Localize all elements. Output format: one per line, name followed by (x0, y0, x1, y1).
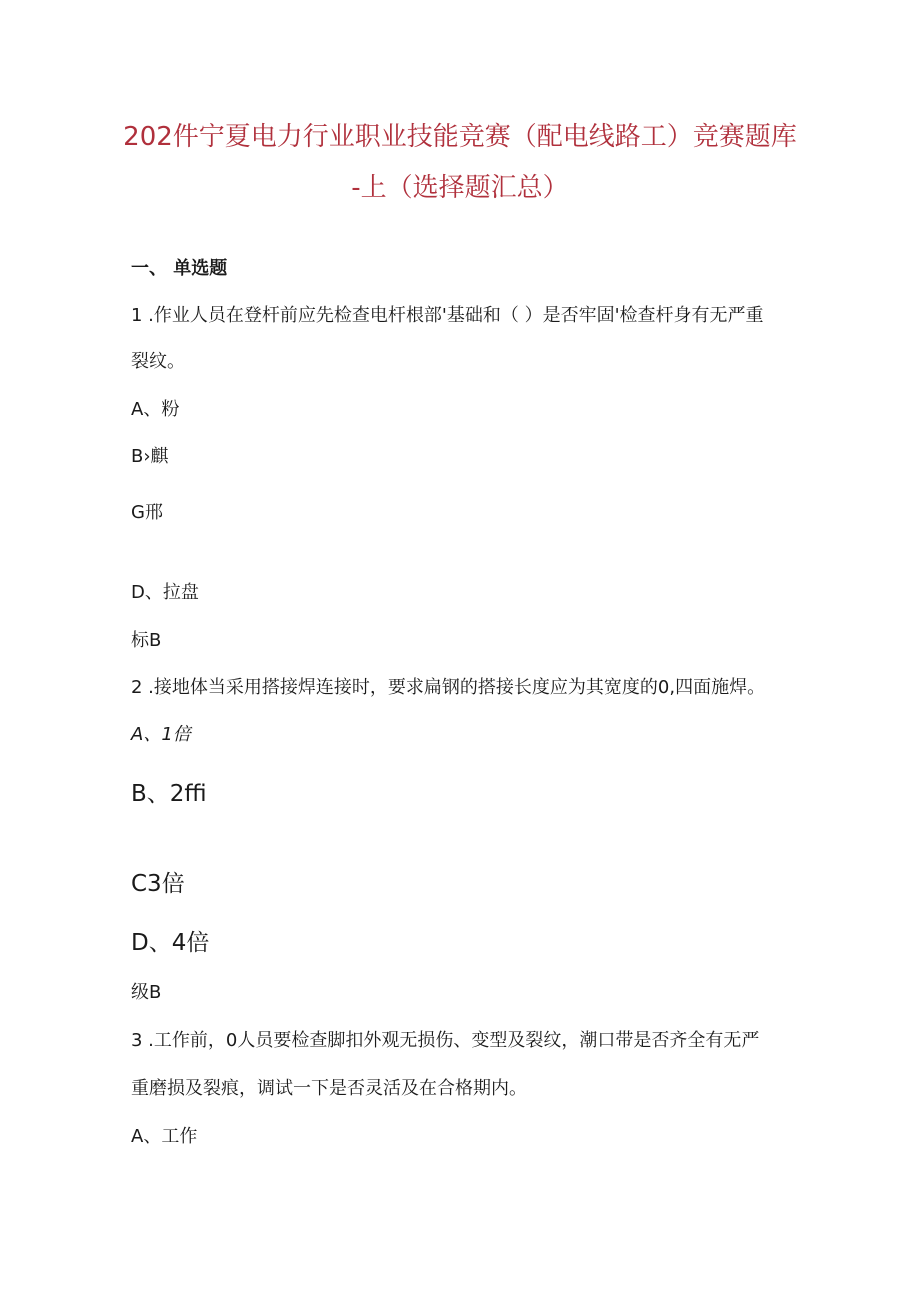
question-1-option-a: A、粉 (131, 399, 180, 420)
question-2-text: 2 .接地体当采用搭接焊连接时，要求扁钢的搭接长度应为其宽度的0,四面施焊。 (131, 677, 766, 698)
question-1-option-d: D、拉盘 (131, 582, 199, 603)
question-1-answer: 标B (131, 630, 162, 651)
question-1-option-c: G邢 (131, 502, 163, 523)
question-2-option-a: A、1倍 (131, 724, 191, 745)
question-2-option-b: B、2ffi (131, 781, 207, 807)
section-heading: 一、 单选题 (131, 258, 228, 279)
title-line-2: -上（选择题汇总） (351, 173, 569, 203)
question-2-option-d: D、4倍 (131, 930, 210, 956)
question-1-text-line-2: 裂纹。 (131, 351, 185, 372)
question-1-option-b: B›麒 (131, 446, 169, 467)
question-3-text-line-1: 3 .工作前，0人员要检查脚扣外观无损伤、变型及裂纹，潮口带是否齐全有无严 (131, 1030, 760, 1051)
question-3-text-line-2: 重磨损及裂痕，调试一下是否灵活及在合格期内。 (131, 1078, 527, 1099)
question-2-answer: 级B (131, 982, 162, 1003)
question-3-option-a: A、工作 (131, 1126, 198, 1147)
question-1-text-line-1: 1 .作业人员在登杆前应先检查电杆根部'基础和（ ）是否牢固'检查杆身有无严重 (131, 305, 764, 326)
title-line-1: 202件宁夏电力行业职业技能竞赛（配电线路工）竞赛题库 (123, 122, 797, 152)
question-2-option-c: C3倍 (131, 871, 185, 897)
